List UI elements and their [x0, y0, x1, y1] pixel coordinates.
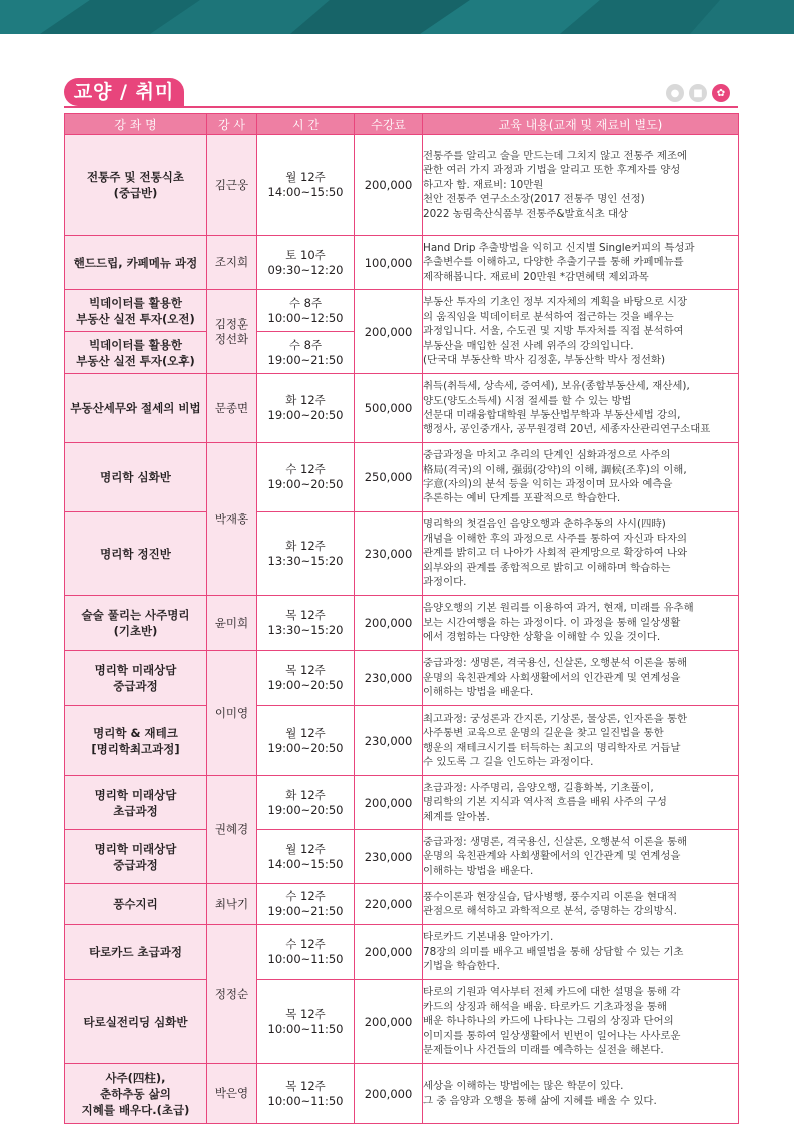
- top-banner: [0, 0, 794, 34]
- class-time: 목 12주 13:30~15:20: [257, 596, 355, 651]
- table-row: [65, 512, 739, 596]
- course-name: 명리학 미래상담 중급과정: [65, 830, 207, 884]
- course-name: 술술 풀리는 사주명리 (기초반): [65, 596, 207, 651]
- course-fee: 250,000: [355, 443, 423, 512]
- course-name: 타로실전리딩 심화반: [65, 980, 207, 1064]
- course-name: 명리학 심화반: [65, 443, 207, 512]
- course-name: 명리학 미래상담 초급과정: [65, 776, 207, 830]
- course-fee: 220,000: [355, 884, 423, 925]
- table-row: [65, 706, 739, 776]
- section-title: 교양 / 취미: [64, 78, 184, 106]
- table-row: [65, 290, 739, 332]
- course-name: 전통주 및 전통식초 (중급반): [65, 135, 207, 236]
- instructor-name: 정정순: [207, 925, 257, 1064]
- course-description: 전통주를 알리고 술을 만드는데 그치지 않고 전통주 제조에 관한 여러 가지 과정과 기법을 알리고 또한 후계자를 양성 하고자 함. 재료비: 10만원 천안 전통주 연구소소장(2017 전통주 명인 선정) 2022 농림축산식품부 전통주&발효식초 대상: [423, 135, 739, 236]
- course-description: 세상을 이해하는 방법에는 많은 학문이 있다. 그 중 음양과 오행을 통해 삶에 지혜를 배울 수 있다.: [423, 1064, 739, 1124]
- course-fee: 200,000: [355, 776, 423, 830]
- course-fee: 200,000: [355, 1064, 423, 1124]
- class-time: 월 12주 14:00~15:50: [257, 135, 355, 236]
- table-row: [65, 925, 739, 980]
- instructor-name: 조지희: [207, 236, 257, 290]
- course-fee: 200,000: [355, 596, 423, 651]
- table-row: [65, 651, 739, 706]
- course-name: 명리학 정진반: [65, 512, 207, 596]
- class-time: 월 12주 14:00~15:50: [257, 830, 355, 884]
- instructor-name: 박은영: [207, 1064, 257, 1124]
- header-instructor: 강 사: [207, 114, 257, 135]
- instructor-name: 최낙기: [207, 884, 257, 925]
- table-row: [65, 980, 739, 1064]
- class-time: 수 8주 19:00~21:50: [257, 332, 355, 374]
- course-name: 빅데이터를 활용한 부동산 실전 투자(오후): [65, 332, 207, 374]
- header-course-name: 강 좌 명: [65, 114, 207, 135]
- class-time: 목 12주 19:00~20:50: [257, 651, 355, 706]
- course-name: 타로카드 초급과정: [65, 925, 207, 980]
- hand-icon: ✿: [712, 84, 730, 102]
- course-fee: 200,000: [355, 925, 423, 980]
- class-time: 월 12주 19:00~20:50: [257, 706, 355, 776]
- instructor-name: 김정훈 정선화: [207, 290, 257, 374]
- course-name: 부동산세무와 절세의 비법: [65, 374, 207, 443]
- course-fee: 200,000: [355, 135, 423, 236]
- course-fee: 230,000: [355, 512, 423, 596]
- course-fee: 100,000: [355, 236, 423, 290]
- instructor-name: 박재홍: [207, 443, 257, 596]
- table-row: [65, 374, 739, 443]
- course-table: [64, 113, 739, 1124]
- class-time: 화 12주 19:00~20:50: [257, 374, 355, 443]
- table-row: [65, 830, 739, 884]
- class-time: 수 12주 19:00~20:50: [257, 443, 355, 512]
- table-row: [65, 596, 739, 651]
- course-description: 부동산 투자의 기초인 정부 지자체의 계획을 바탕으로 시장 의 움직임을 빅데이터로 분석하여 접근하는 것을 배우는 과정입니다. 서울, 수도권 및 지방 투자처를 직접 분석하여 부동산을 매입한 실전 사례 위주의 강의입니다. (단국대 부동산학 박사 김정훈, 부동산학 박사 정선화): [423, 290, 739, 374]
- header-time: 시 간: [257, 114, 355, 135]
- course-description: 취득(취득세, 상속세, 증여세), 보유(종합부동산세, 재산세), 양도(양도소득세) 시점 절세를 할 수 있는 방법 선문대 미래융합대학원 부동산법무학과 부동산세법 강의, 행정사, 공인중개사, 공무원경력 20년, 세종자산관리연구소대표: [423, 374, 739, 443]
- course-description: 초급과정: 사주명리, 음양오행, 길흉화복, 기초풀이, 명리학의 기본 지식과 역사적 흐름을 배워 사주의 구성 체계를 알아봄.: [423, 776, 739, 830]
- table-header-row: [65, 114, 739, 135]
- course-description: 중급과정: 생명론, 격국용신, 신살론, 오행분석 이론을 통해 운명의 육친관계와 사회생활에서의 인간관계 및 연계성을 이해하는 방법을 배운다.: [423, 830, 739, 884]
- instructor-name: 윤미희: [207, 596, 257, 651]
- header-content: 교육 내용(교재 및 재료비 별도): [423, 114, 739, 135]
- instructor-name: 권혜경: [207, 776, 257, 884]
- category-icons: [666, 84, 730, 102]
- table-row: [65, 776, 739, 830]
- class-time: 수 12주 10:00~11:50: [257, 925, 355, 980]
- course-name: 풍수지리: [65, 884, 207, 925]
- course-name: 핸드드립, 카페메뉴 과정: [65, 236, 207, 290]
- course-description: 음양오행의 기본 원리를 이용하여 과거, 현재, 미래를 유추해 보는 시간여행을 하는 과정이다. 이 과정을 통해 일상생활 에서 경험하는 다양한 상황을 이해할 수 있을 것이다.: [423, 596, 739, 651]
- course-fee: 230,000: [355, 651, 423, 706]
- book-icon: ■: [689, 84, 707, 102]
- course-description: 중급과정을 마치고 추리의 단계인 심화과정으로 사주의 格局(격국)의 이해, 强弱(강약)의 이해, 調候(조후)의 이해, 字意(자의)의 분석 등을 익히는 과정이며 묘사와 예측을 추론하는 예비 단계를 포괄적으로 학습한다.: [423, 443, 739, 512]
- course-description: 타로카드 기본내용 알아가기. 78장의 의미를 배우고 배열법을 통해 상담할 수 있는 기초 기법을 학습한다.: [423, 925, 739, 980]
- lightbulb-icon: ●: [666, 84, 684, 102]
- class-time: 화 12주 19:00~20:50: [257, 776, 355, 830]
- instructor-name: 김근웅: [207, 135, 257, 236]
- course-name: 사주(四柱), 춘하추동 삶의 지혜를 배우다.(초급): [65, 1064, 207, 1124]
- table-row: [65, 884, 739, 925]
- table-row: [65, 1064, 739, 1124]
- course-name: 명리학 미래상담 중급과정: [65, 651, 207, 706]
- course-description: 최고과정: 궁성론과 간지론, 기상론, 물상론, 인자론을 통한 사주통변 교육으로 운명의 길운을 찾고 일진법을 통한 행운의 재테크시기를 터득하는 최고의 명리학자로 거듭날 수 있도록 그 길을 인도하는 과정이다.: [423, 706, 739, 776]
- course-description: 중급과정: 생명론, 격국용신, 신살론, 오행분석 이론을 통해 운명의 육친관계와 사회생활에서의 인간관계 및 연계성을 이해하는 방법을 배운다.: [423, 651, 739, 706]
- class-time: 목 12주 10:00~11:50: [257, 980, 355, 1064]
- header-fee: 수강료: [355, 114, 423, 135]
- course-description: 타로의 기원과 역사부터 전체 카드에 대한 설명을 통해 각 카드의 상징과 해석을 배움. 타로카드 기초과정을 통해 배운 하나하나의 카드에 나타나는 그림의 상징과 단어의 이미지를 통하여 일상생활에서 빈번이 일어나는 사사로운 문제들이나 사건들의 미래를 예측하는 실전을 해본다.: [423, 980, 739, 1064]
- banner-triangles-decoration: [0, 0, 794, 34]
- course-description: 명리학의 첫걸음인 음양오행과 춘하추동의 사시(四時) 개념을 이해한 후의 과정으로 사주를 통하여 자신과 타자의 관계를 밝히고 더 나아가 사회적 관계망으로 확장하여 나와 외부와의 관계를 종합적으로 밝히고 이해하며 학습하는 과정이다.: [423, 512, 739, 596]
- table-row: [65, 443, 739, 512]
- course-fee: 200,000: [355, 980, 423, 1064]
- course-fee: 230,000: [355, 830, 423, 884]
- course-fee: 500,000: [355, 374, 423, 443]
- instructor-name: 문종면: [207, 374, 257, 443]
- course-fee: 200,000: [355, 290, 423, 374]
- class-time: 목 12주 10:00~11:50: [257, 1064, 355, 1124]
- class-time: 수 12주 19:00~21:50: [257, 884, 355, 925]
- table-row: [65, 236, 739, 290]
- section-divider: [64, 106, 738, 108]
- instructor-name: 이미영: [207, 651, 257, 776]
- course-fee: 230,000: [355, 706, 423, 776]
- course-description: 풍수이론과 현장실습, 답사병행, 풍수지리 이론을 현대적 관점으로 해석하고 과학적으로 분석, 증명하는 강의방식.: [423, 884, 739, 925]
- class-time: 화 12주 13:30~15:20: [257, 512, 355, 596]
- course-name: 빅데이터를 활용한 부동산 실전 투자(오전): [65, 290, 207, 332]
- course-description: Hand Drip 추출방법을 익히고 신지별 Single커피의 특성과 추출변수를 이해하고, 다양한 추출기구를 통해 카페메뉴를 제작해봅니다. 재료비 20만원 *감면혜택 제외과목: [423, 236, 739, 290]
- class-time: 수 8주 10:00~12:50: [257, 290, 355, 332]
- course-name: 명리학 & 재테크 [명리학최고과정]: [65, 706, 207, 776]
- class-time: 토 10주 09:30~12:20: [257, 236, 355, 290]
- table-row: [65, 135, 739, 236]
